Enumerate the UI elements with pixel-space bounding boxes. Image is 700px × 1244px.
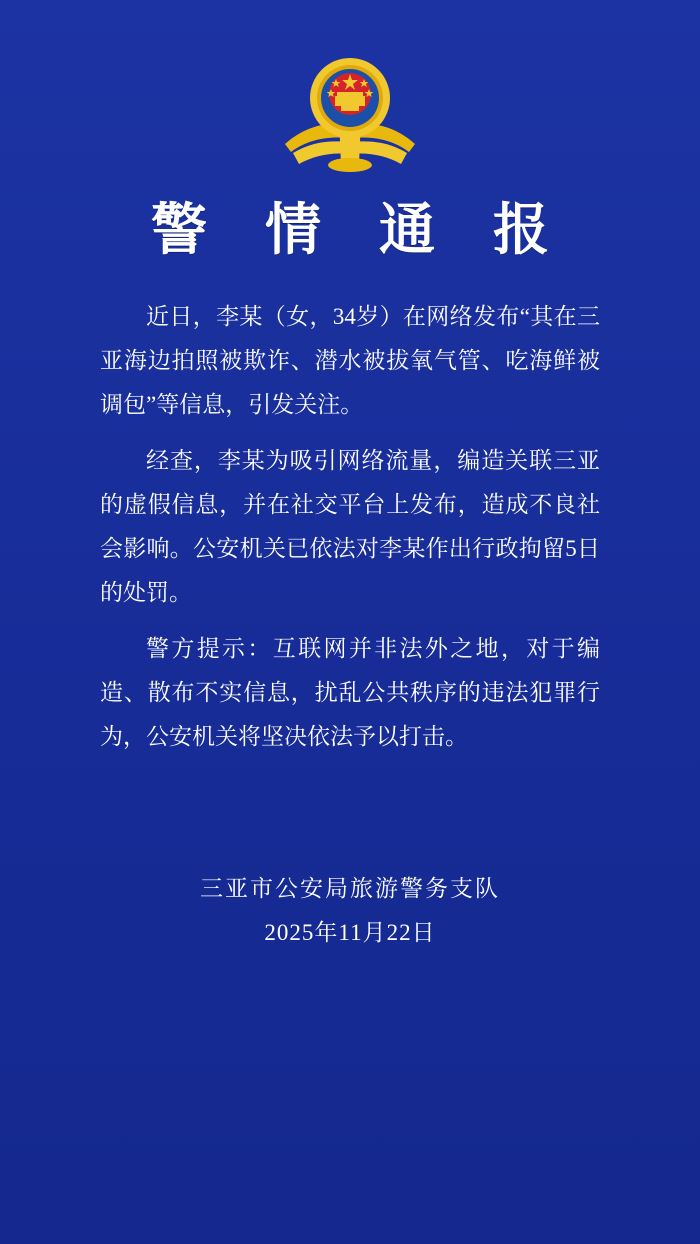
page-title: 警 情 通 报 bbox=[151, 200, 571, 262]
notice-paragraph-1: 近日，李某（女，34岁）在网络发布“其在三亚海边拍照被欺诈、潜水被拔氧气管、吃海鲜被调包”等信息，引发关注。 bbox=[100, 304, 600, 418]
notice-body bbox=[100, 295, 600, 771]
signature-block bbox=[100, 867, 600, 955]
notice-paragraph-2: 经查，李某为吸引网络流量，编造关联三亚的虚假信息，并在社交平台上发布，造成不良社会影响。公安机关已依法对李某作出行政拘留5日的处罚。 bbox=[100, 448, 600, 606]
notice-paragraph-3: 警方提示：互联网并非法外之地，对于编造、散布不实信息，扰乱公共秩序的违法犯罪行为，公安机关将坚决依法予以打击。 bbox=[100, 636, 600, 750]
china-police-emblem bbox=[275, 52, 425, 174]
issue-date: 2025年11月22日 bbox=[264, 920, 436, 946]
issuing-authority: 三亚市公安局旅游警务支队 bbox=[200, 876, 500, 902]
